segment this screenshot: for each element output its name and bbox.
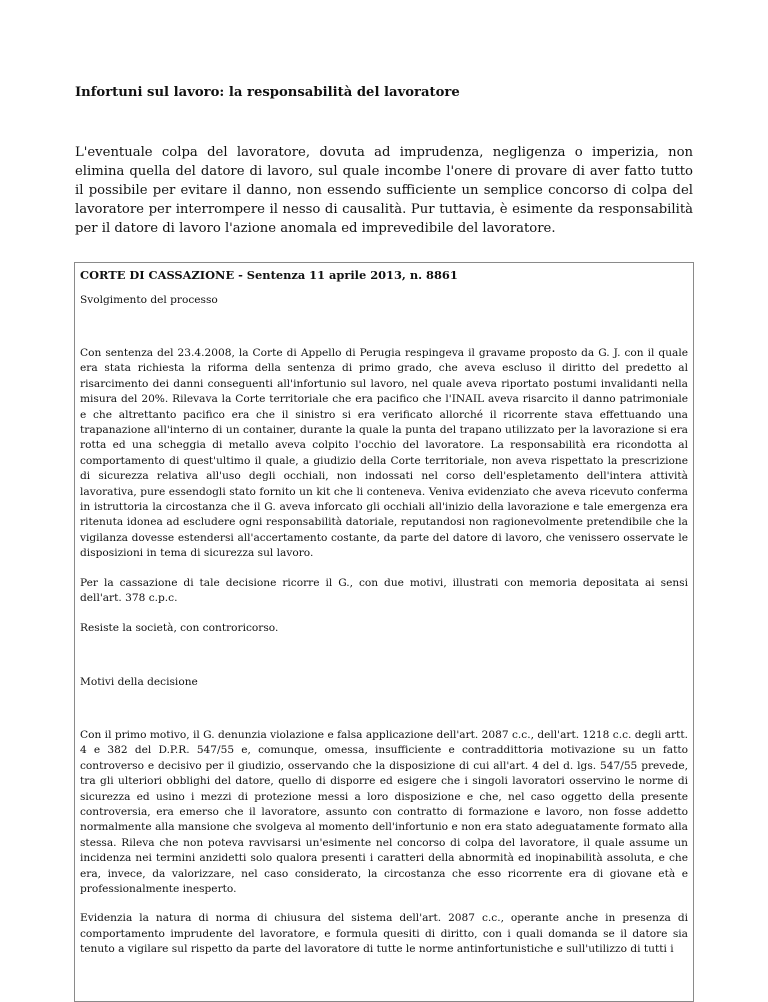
process-paragraph-3: Resiste la società, con controricorso. (80, 621, 279, 634)
process-paragraph-1: Con sentenza del 23.4.2008, la Corte di Appello di Perugia respingeva il gravame proposto da G. J. con il quale era stata richiesta la riforma della sentenza di primo grado, che aveva escluso il diritto del predetto al risarcimento dei danni conseguenti all'infortunio sul lavoro, nel quale aveva riportato postumi invalidanti nella misura del 20%. Rilevava la Corte territoriale che era pacifico che l'INAIL aveva risarcito il danno patrimoniale e che altrettanto pacifico era che il sinistro si era verificato allorché il ricorrente stava effettuando una trapanazione all'interno di un container, durante la quale la punta del trapano utilizzato per la lavorazione si era rotta ed una scheggia di metallo aveva colpito l'occhio del lavoratore. La responsabilità era ricondotta al comportamento di quest'ultimo il quale, a giudizio della Corte territoriale, non aveva rispettato la prescrizione di sicurezza relativa all'uso degli occhiali, non indossati nel corso dell'espletamento dell'intera attività lavorativa, pure essendogli stato fornito un kit che li conteneva. Veniva evidenziato che aveva ricevuto conferma in istruttoria la circostanza che il G. aveva inforcato gli occhiali all'inizio della lavorazione e tale emergenza era ritenuta idonea ad escludere ogni responsabilità datoriale, reputandosi non ragionevolmente pretendibile che la vigilanza dovesse estendersi all'accertamento costante, da parte del datore di lavoro, che venissero osservate le disposizioni in tema di sicurezza sul lavoro. (80, 347, 688, 560)
document-title: Infortuni sul lavoro: la responsabilità del lavoratore (75, 85, 460, 100)
ruling-box (74, 262, 694, 1002)
decision-paragraph-1: Con il primo motivo, il G. denunzia violazione e falsa applicazione dell'art. 2087 c.c., dell'art. 1218 c.c. degli artt. 4 e 382 del D.P.R. 547/55 e, comunque, omessa, insufficiente e contraddittoria motivazione su un fatto controverso e decisivo per il giudizio, osservando che la disposizione di cui all'art. 4 del d. lgs. 547/55 prevede, tra gli ulteriori obblighi del datore, quello di disporre ed esigere che i singoli lavoratori osservino le norme di sicurezza ed usino i mezzi di protezione messi a loro disposizione e che, nel caso oggetto della presente controversia, era emerso che il lavoratore, assunto con contratto di formazione e lavoro, non fosse addetto normalmente alla mansione che svolgeva al momento dell'infortunio e non era stato adeguatamente formato alla stessa. Rileva che non poteva ravvisarsi un'esimente nel concorso di colpa del lavoratore, il quale assume un incidenza nei termini anzidetti solo qualora presenti i caratteri della abnormità ed inopinabilità assoluta, e che era, invece, da valorizzare, nel caso considerato, la circostanza che esso ricorrente era di giovane età e professionalmente inesperto. (80, 728, 688, 895)
document-abstract: L'eventuale colpa del lavoratore, dovuta ad imprudenza, negligenza o imperizia, non elimina quella del datore di lavoro, sul quale incombe l'onere di provare di aver fatto tutto il possibile per evitare il danno, non essendo sufficiente un semplice concorso di colpa del lavoratore per interrompere il nesso di causalità. Pur tuttavia, è esimente da responsabilità per il datore di lavoro l'azione anomala ed imprevedibile del lavoratore. (75, 145, 693, 236)
section-decision-title: Motivi della decisione (80, 675, 198, 688)
section-process-title: Svolgimento del processo (80, 294, 218, 306)
process-paragraph-2: Per la cassazione di tale decisione ricorre il G., con due motivi, illustrati con memoria depositata ai sensi dell'art. 378 c.p.c. (80, 576, 688, 605)
ruling-heading: CORTE DI CASSAZIONE - Sentenza 11 aprile 2013, n. 8861 (80, 268, 458, 282)
decision-paragraph-2: Evidenzia la natura di norma di chiusura del sistema dell'art. 2087 c.c., operante anche in presenza di comportamento imprudente del lavoratore, e formula quesiti di diritto, con i quali domanda se il datore sia tenuto a vigilare sul rispetto da parte del lavoratore di tutte le norme antinfortunistiche e sull'utilizzo di tutti i (80, 912, 688, 956)
